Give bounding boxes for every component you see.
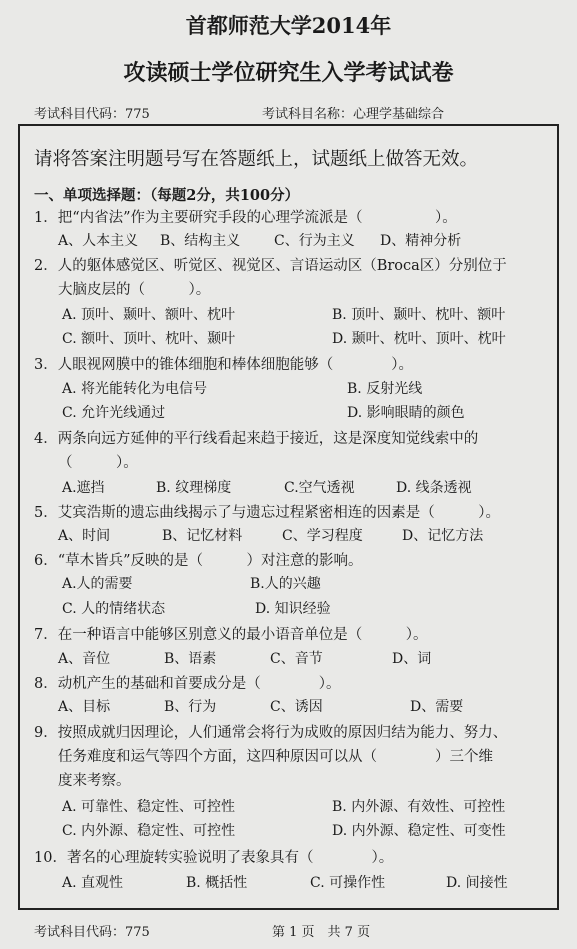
- question-4-line-1: 4．两条向远方延伸的平行线看起来趋于接近，这是深度知觉线索中的: [34, 431, 479, 447]
- q4-option-c: C.空气透视: [284, 480, 355, 496]
- question-1: 1．把“内省法”作为主要研究手段的心理学流派是（ ）。: [34, 210, 457, 226]
- q3-option-a: A. 将光能转化为电信号: [62, 381, 208, 397]
- exam-title: 攻读硕士学位研究生入学考试试卷: [123, 60, 454, 86]
- q3-option-d: D. 影响眼睛的颜色: [347, 405, 465, 421]
- question-9-line-1: 9．按照成就归因理论，人们通常会将行为成败的原因归结为能力、努力、: [34, 725, 508, 741]
- question-5: 5．艾宾浩斯的遗忘曲线揭示了与遗忘过程紧密相连的因素是（ ）。: [34, 505, 500, 521]
- q1-option-c: C、行为主义: [274, 233, 355, 249]
- q10-option-d: D. 间接性: [446, 875, 508, 891]
- q7-option-a: A、音位: [58, 651, 111, 667]
- q9-option-c: C. 内外源、稳定性、可控性: [62, 823, 236, 839]
- university-year-title: 首都师范大学2014年: [185, 13, 392, 38]
- footer-subject-code: 考试科目代码：775: [34, 925, 150, 940]
- q3-option-b: B. 反射光线: [347, 381, 423, 397]
- q5-option-b: B、记忆材料: [162, 528, 243, 544]
- subject-name: 考试科目名称：心理学基础综合: [262, 107, 445, 122]
- q9-option-b: B. 内外源、有效性、可控性: [332, 799, 506, 815]
- q6-option-c: C. 人的情绪状态: [62, 601, 166, 617]
- q9-option-d: D. 内外源、稳定性、可变性: [332, 823, 506, 839]
- q4-option-d: D. 线条透视: [396, 480, 472, 496]
- q4-option-a: A.遮挡: [62, 480, 105, 496]
- q10-option-c: C. 可操作性: [310, 875, 386, 891]
- q6-option-a: A.人的需要: [62, 576, 133, 592]
- q6-option-b: B.人的兴趣: [250, 576, 321, 592]
- q1-option-d: D、精神分析: [380, 233, 462, 249]
- q7-option-c: C、音节: [270, 651, 323, 667]
- q1-option-a: A、人本主义: [58, 233, 139, 249]
- q4-option-b: B. 纹理梯度: [156, 480, 232, 496]
- question-7: 7．在一种语言中能够区别意义的最小语音单位是（ ）。: [34, 627, 428, 643]
- question-10: 10．著名的心理旋转实验说明了表象具有（ ）。: [34, 850, 394, 866]
- q2-option-c: C. 额叶、顶叶、枕叶、颞叶: [62, 331, 236, 347]
- q2-option-b: B. 顶叶、颞叶、枕叶、额叶: [332, 307, 506, 323]
- q1-option-b: B、结构主义: [160, 233, 241, 249]
- question-2-line-2: 大脑皮层的（ ）。: [58, 282, 211, 298]
- q8-option-a: A、目标: [58, 699, 111, 715]
- q6-option-d: D. 知识经验: [255, 601, 331, 617]
- question-9-line-2: 任务难度和运气等四个方面，这四种原因可以从（ ）三个维: [58, 749, 493, 765]
- subject-code: 考试科目代码：775: [34, 107, 150, 122]
- q8-option-c: C、诱因: [270, 699, 323, 715]
- q8-option-d: D、需要: [410, 699, 464, 715]
- question-6: 6．“草木皆兵”反映的是（ ）对注意的影响。: [34, 553, 363, 569]
- question-4-line-2: （ ）。: [58, 455, 138, 471]
- question-2-line-1: 2．人的躯体感觉区、听觉区、视觉区、言语运动区（Broca区）分别位于: [34, 258, 507, 274]
- q7-option-b: B、语素: [164, 651, 217, 667]
- q2-option-a: A. 顶叶、颞叶、额叶、枕叶: [62, 307, 236, 323]
- answer-notice: 请将答案注明题号写在答题纸上，试题纸上做答无效。: [34, 149, 479, 170]
- q2-option-d: D. 颞叶、枕叶、顶叶、枕叶: [332, 331, 506, 347]
- q7-option-d: D、词: [392, 651, 432, 667]
- q3-option-c: C. 允许光线通过: [62, 405, 166, 421]
- q10-option-b: B. 概括性: [186, 875, 248, 891]
- q5-option-c: C、学习程度: [282, 528, 363, 544]
- q5-option-a: A、时间: [58, 528, 111, 544]
- question-8: 8．动机产生的基础和首要成分是（ ）。: [34, 676, 341, 692]
- question-3: 3．人眼视网膜中的锥体细胞和棒体细胞能够（ ）。: [34, 357, 413, 373]
- page-number: 第 1 页 共 7 页: [272, 925, 371, 940]
- q5-option-d: D、记忆方法: [402, 528, 484, 544]
- q10-option-a: A. 直观性: [62, 875, 124, 891]
- q8-option-b: B、行为: [164, 699, 217, 715]
- section-title: 一、单项选择题：（每题2分，共100分）: [34, 187, 300, 204]
- q9-option-a: A. 可靠性、稳定性、可控性: [62, 799, 236, 815]
- question-9-line-3: 度来考察。: [58, 773, 131, 789]
